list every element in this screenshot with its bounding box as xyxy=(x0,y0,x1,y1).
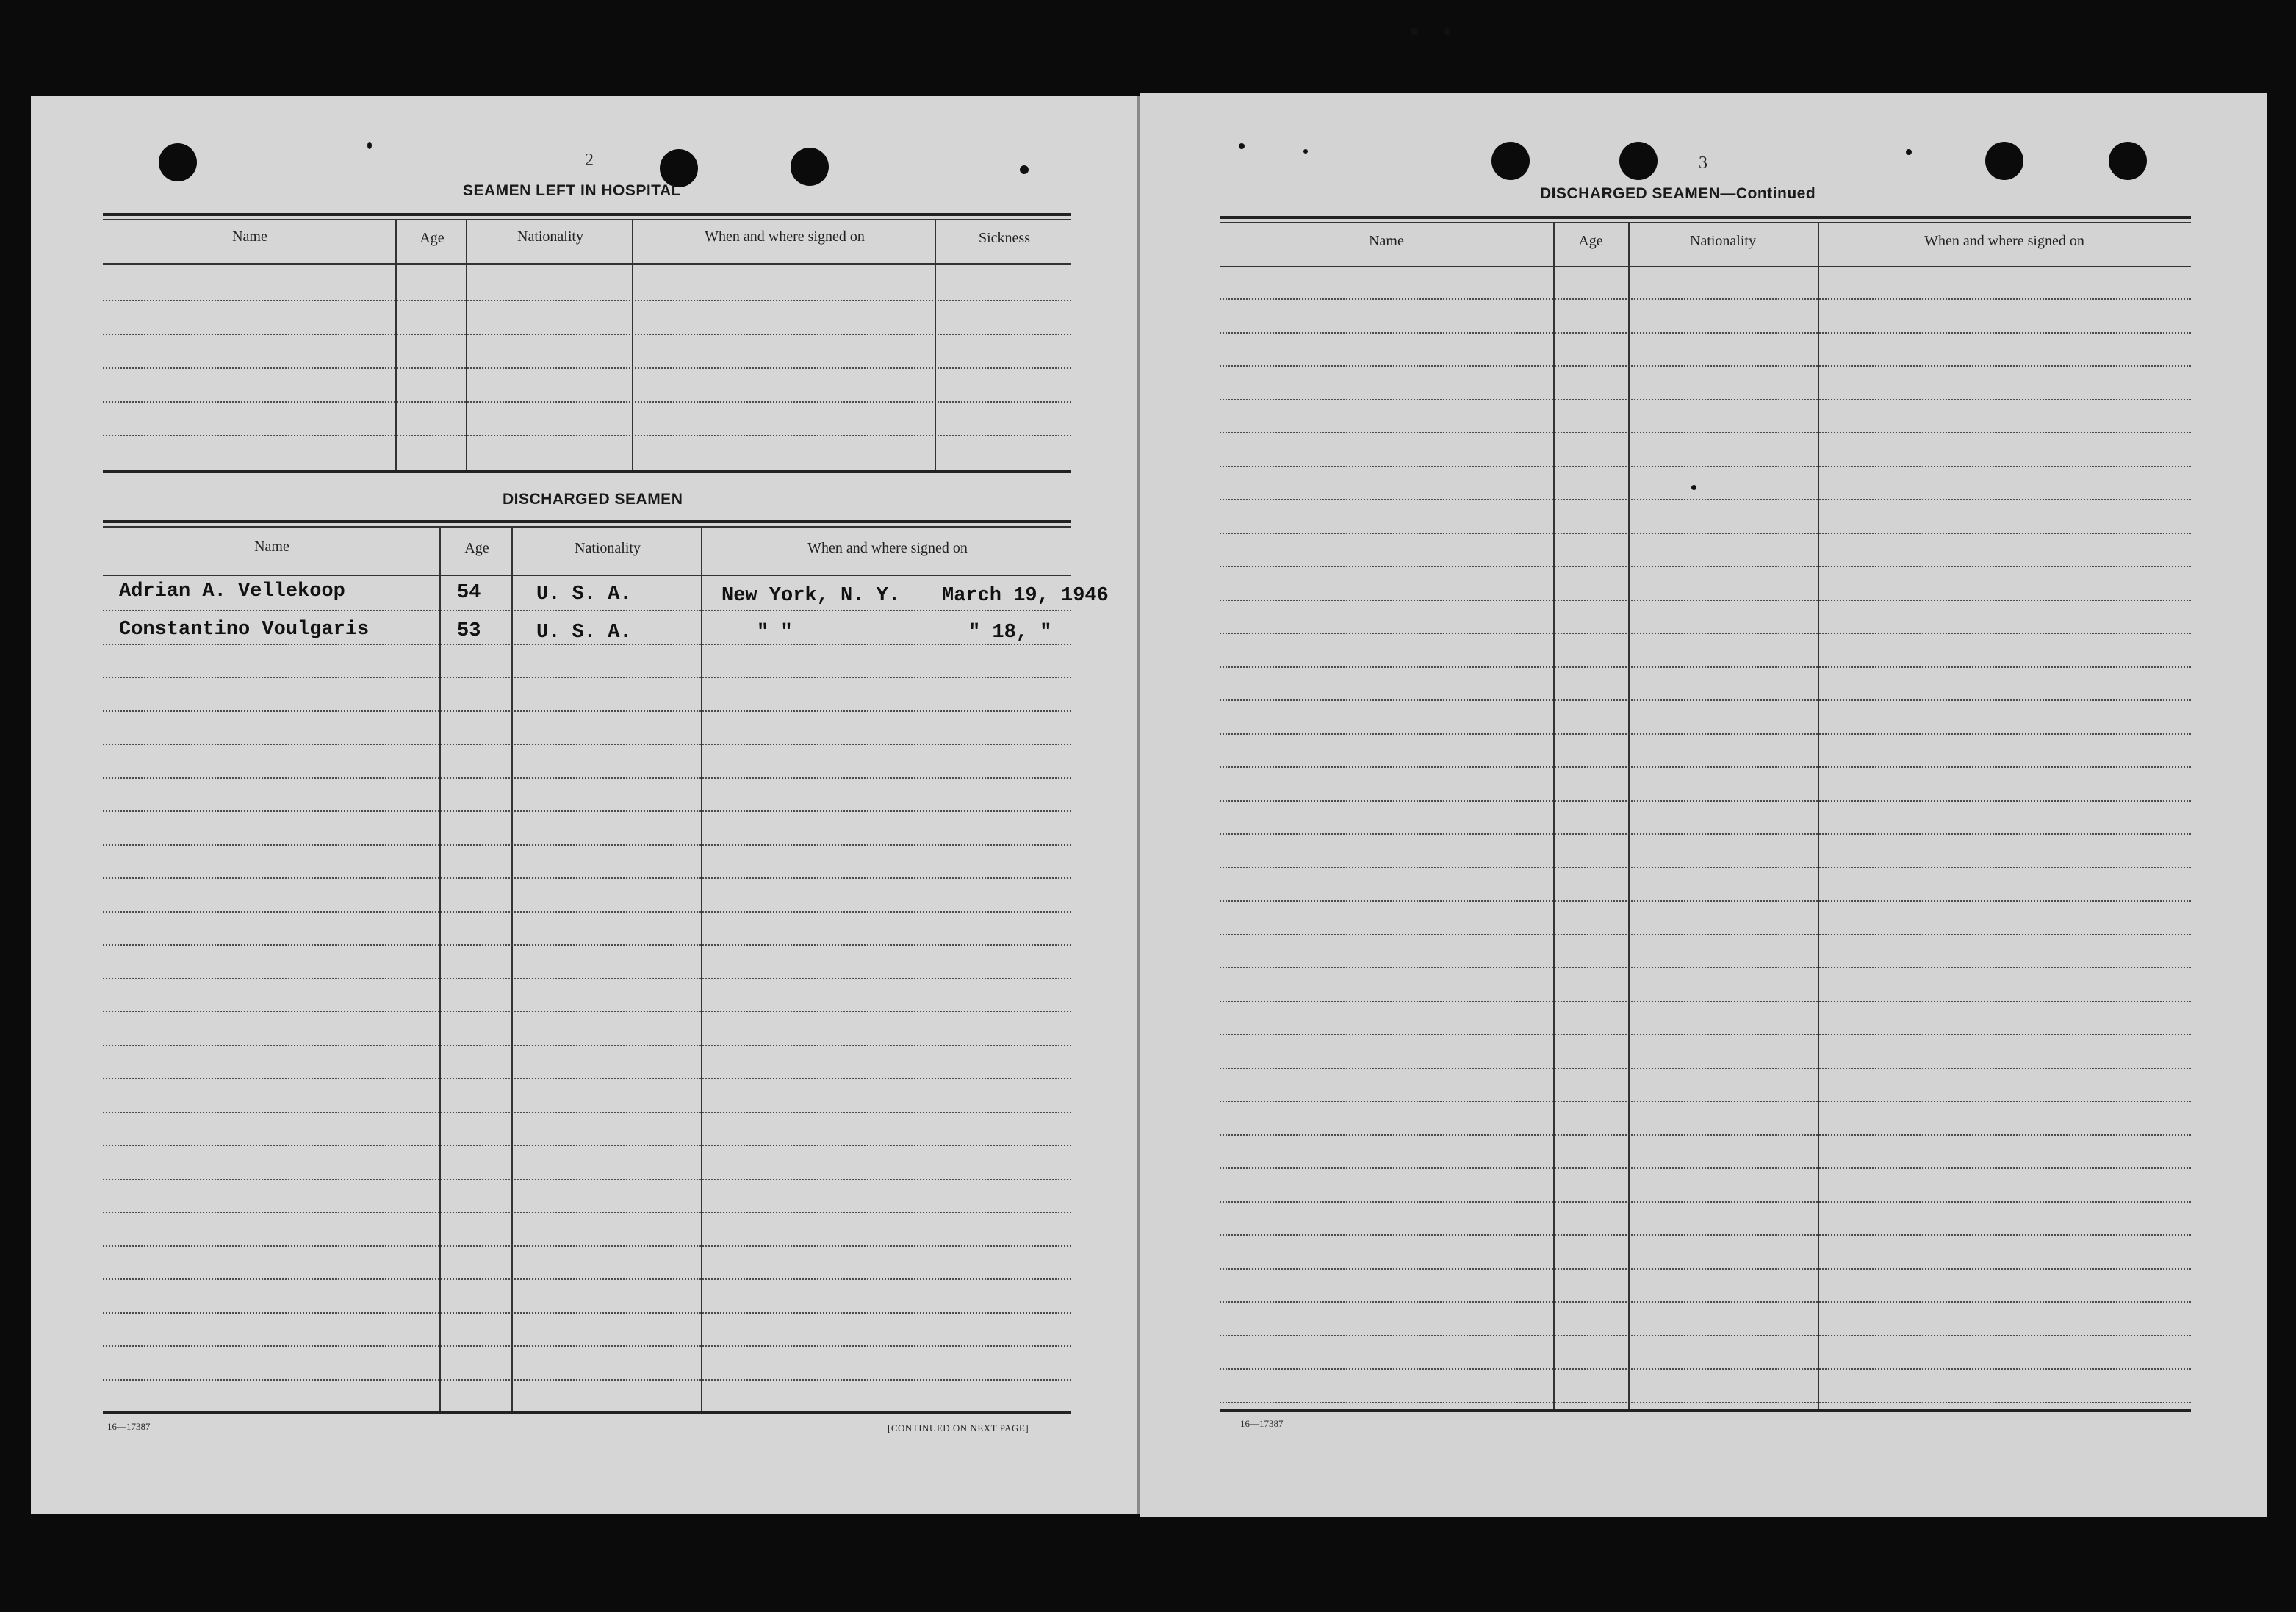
speck xyxy=(1303,149,1308,154)
ruled-line xyxy=(1220,1101,2191,1102)
continued-note: [CONTINUED ON NEXT PAGE] xyxy=(888,1422,1029,1433)
table-top-rule xyxy=(103,219,1071,220)
seaman-nationality: U. S. A. xyxy=(536,622,632,644)
ruled-line xyxy=(1220,432,2191,433)
ruled-line xyxy=(1220,1368,2191,1370)
ruled-line xyxy=(103,677,1071,678)
column-divider xyxy=(701,526,702,1412)
header-rule xyxy=(1220,266,2191,267)
ruled-line xyxy=(103,1011,1071,1012)
seaman-nationality: U. S. A. xyxy=(536,583,632,605)
header-rule xyxy=(103,575,1071,576)
ruled-line xyxy=(1220,1234,2191,1236)
ruled-line xyxy=(103,1379,1071,1381)
signed-on-date: March 19, 1946 xyxy=(942,585,1109,607)
ruled-line xyxy=(103,367,1071,369)
table-bottom-rule xyxy=(103,1411,1071,1414)
table-top-rule xyxy=(1220,216,2191,219)
ruled-line xyxy=(103,1345,1071,1347)
form-number: 16—17387 xyxy=(107,1421,151,1432)
column-header-nationality: Nationality xyxy=(517,229,583,245)
column-divider xyxy=(466,219,467,470)
speck xyxy=(1444,28,1450,35)
column-header-nationality: Nationality xyxy=(1690,233,1756,249)
punch-hole xyxy=(791,148,829,186)
ruled-line xyxy=(1220,365,2191,367)
ruled-line xyxy=(103,1179,1071,1180)
ruled-line xyxy=(1220,1167,2191,1169)
column-header-age: Age xyxy=(420,230,445,246)
speck xyxy=(367,142,372,149)
speck xyxy=(1411,28,1418,35)
ruled-line xyxy=(1220,733,2191,735)
ruled-line xyxy=(1220,1268,2191,1270)
signed-on-place: " " xyxy=(757,622,793,644)
ruled-line xyxy=(1220,1034,2191,1035)
column-header-signed-on: When and where signed on xyxy=(705,229,865,245)
ruled-line xyxy=(1220,633,2191,634)
ruled-line xyxy=(103,877,1071,879)
ruled-line xyxy=(1220,1134,2191,1136)
seaman-age: 54 xyxy=(457,582,481,604)
punch-hole xyxy=(159,143,197,181)
column-header-name: Name xyxy=(1369,233,1404,249)
column-divider xyxy=(935,219,936,470)
ruled-line xyxy=(1220,399,2191,400)
ruled-line xyxy=(1220,499,2191,500)
page-number: 2 xyxy=(585,151,594,170)
ruled-line xyxy=(103,911,1071,913)
ruled-line xyxy=(103,777,1071,779)
column-header-name: Name xyxy=(254,539,289,555)
table-top-rule xyxy=(1220,222,2191,223)
punch-hole xyxy=(2109,142,2147,180)
right-page xyxy=(1140,93,2267,1517)
column-header-sickness: Sickness xyxy=(979,230,1030,246)
ruled-line xyxy=(103,1112,1071,1113)
column-header-signed-on: When and where signed on xyxy=(1924,233,2084,249)
ruled-line xyxy=(1220,833,2191,835)
column-divider xyxy=(632,219,633,470)
ruled-line xyxy=(1220,1301,2191,1303)
table-bottom-rule xyxy=(103,470,1071,473)
discharged-continued-title: DISCHARGED SEAMEN—Continued xyxy=(1540,185,1816,202)
ruled-line xyxy=(103,1145,1071,1146)
column-header-signed-on: When and where signed on xyxy=(807,540,968,556)
column-header-nationality: Nationality xyxy=(575,540,641,556)
table-top-rule xyxy=(103,213,1071,216)
ruled-line xyxy=(103,1312,1071,1314)
table-top-rule xyxy=(103,526,1071,528)
ruled-line xyxy=(1220,900,2191,902)
ruled-line xyxy=(1220,967,2191,968)
speck xyxy=(1906,149,1912,155)
speck xyxy=(1691,485,1696,490)
hospital-section-title: SEAMEN LEFT IN HOSPITAL xyxy=(463,182,681,199)
ruled-line xyxy=(1220,867,2191,868)
speck xyxy=(1239,143,1245,149)
ruled-line xyxy=(103,844,1071,846)
ruled-line xyxy=(1220,566,2191,567)
ruled-line xyxy=(1220,533,2191,534)
ruled-line xyxy=(103,334,1071,335)
ruled-line xyxy=(1220,800,2191,802)
ruled-line xyxy=(1220,699,2191,701)
ruled-line xyxy=(1220,600,2191,601)
ruled-line xyxy=(103,810,1071,812)
ruled-line xyxy=(1220,466,2191,467)
ruled-line xyxy=(103,710,1071,712)
ruled-line xyxy=(1220,1402,2191,1403)
page-number: 3 xyxy=(1699,154,1707,173)
signed-on-place: New York, N. Y. xyxy=(721,585,901,607)
column-divider xyxy=(1818,222,1819,1411)
signed-on-date: " 18, " xyxy=(968,622,1052,644)
punch-hole xyxy=(1985,142,2023,180)
discharged-section-title: DISCHARGED SEAMEN xyxy=(503,491,683,508)
header-rule xyxy=(103,263,1071,265)
column-header-age: Age xyxy=(464,540,489,556)
table-top-rule xyxy=(103,520,1071,523)
column-divider xyxy=(395,219,397,470)
punch-hole xyxy=(1491,142,1530,180)
seaman-name: Constantino Voulgaris xyxy=(119,619,370,641)
ruled-line xyxy=(103,944,1071,946)
column-divider xyxy=(1628,222,1630,1411)
left-page xyxy=(31,96,1137,1514)
ruled-line xyxy=(1220,1001,2191,1002)
ruled-line xyxy=(103,1212,1071,1213)
column-header-age: Age xyxy=(1578,233,1603,249)
column-divider xyxy=(511,526,513,1412)
ruled-line xyxy=(103,978,1071,979)
ruled-line xyxy=(103,1045,1071,1046)
column-divider xyxy=(439,526,441,1412)
seaman-name: Adrian A. Vellekoop xyxy=(119,580,345,602)
ruled-line xyxy=(1220,298,2191,300)
ruled-line xyxy=(103,300,1071,301)
table-bottom-rule xyxy=(1220,1409,2191,1412)
ruled-line xyxy=(103,1278,1071,1280)
ruled-line xyxy=(1220,934,2191,935)
ruled-line xyxy=(103,435,1071,436)
ruled-line xyxy=(103,401,1071,403)
ruled-line xyxy=(1220,1068,2191,1069)
column-divider xyxy=(1553,222,1555,1411)
ruled-line xyxy=(1220,332,2191,334)
column-header-name: Name xyxy=(232,229,267,245)
ruled-line xyxy=(1220,666,2191,668)
seaman-age: 53 xyxy=(457,620,481,642)
ruled-line xyxy=(1220,1201,2191,1203)
ruled-line xyxy=(103,1245,1071,1247)
ruled-line xyxy=(103,1078,1071,1079)
ruled-line xyxy=(103,610,1071,611)
ruled-line xyxy=(1220,766,2191,768)
ruled-line xyxy=(103,744,1071,745)
speck xyxy=(1020,165,1029,174)
ruled-line xyxy=(1220,1335,2191,1336)
punch-hole xyxy=(1619,142,1658,180)
form-number: 16—17387 xyxy=(1240,1418,1284,1429)
